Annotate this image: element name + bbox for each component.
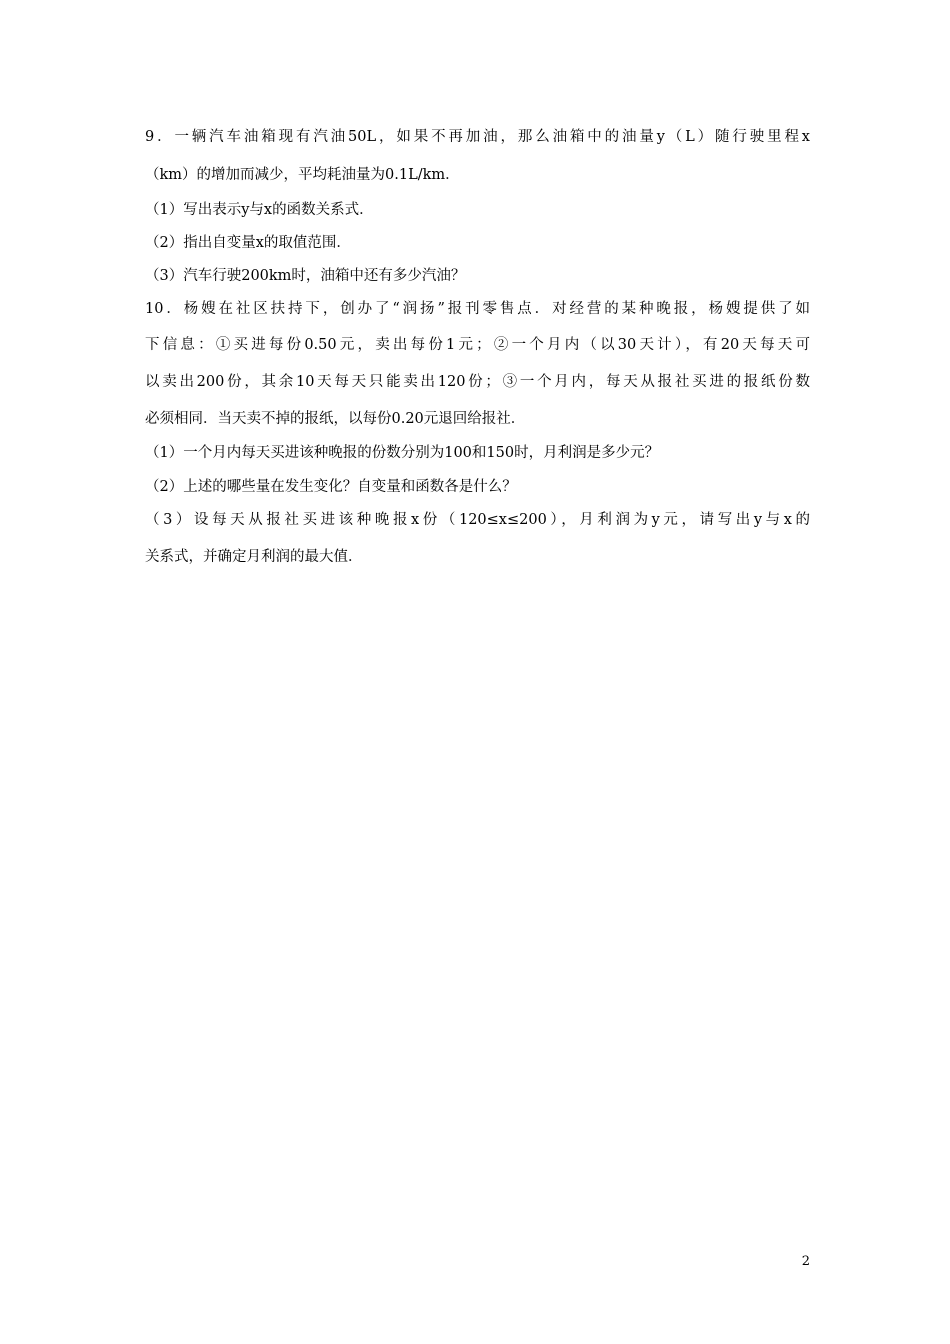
problem-9-part-3: （3）汽车行驶200km时，油箱中还有多少汽油？ [145, 268, 466, 284]
problem-10-line-3: 以卖出200份，其余10天每天只能卖出120份；③一个月内，每天从报社买进的报纸份数 [145, 374, 810, 390]
problem-10-line-1: 10．杨嫂在社区扶持下，创办了“润扬”报刊零售点．对经营的某种晚报，杨嫂提供了如 [145, 301, 810, 317]
problem-9-line-2: （km）的增加而减少，平均耗油量为0.1L/km． [145, 167, 460, 183]
problem-9-part-2: （2）指出自变量x的取值范围． [145, 235, 351, 251]
problem-10-part-3-cont: 关系式，并确定月利润的最大值． [145, 549, 363, 565]
problem-9-line-1: 9．一辆汽车油箱现有汽油50L，如果不再加油，那么油箱中的油量y（L）随行驶里程x [145, 129, 810, 145]
problem-10-part-1: （1）一个月内每天买进该种晚报的份数分别为100和150时，月利润是多少元？ [145, 445, 660, 461]
problem-10-line-2: 下信息：①买进每份0.50元，卖出每份1元；②一个月内（以30天计），有20天每天可 [145, 337, 810, 353]
problem-10-line-4: 必须相同．当天卖不掉的报纸，以每份0.20元退回给报社． [145, 411, 526, 427]
problem-9-part-1: （1）写出表示y与x的函数关系式． [145, 202, 374, 218]
problem-10-part-2: （2）上述的哪些量在发生变化？自变量和函数各是什么？ [145, 479, 517, 495]
page-number: 2 [801, 1254, 810, 1269]
problem-10-part-3: （3）设每天从报社买进该种晚报x份（120≤x≤200），月利润为y元，请写出y与x的 [145, 512, 810, 528]
